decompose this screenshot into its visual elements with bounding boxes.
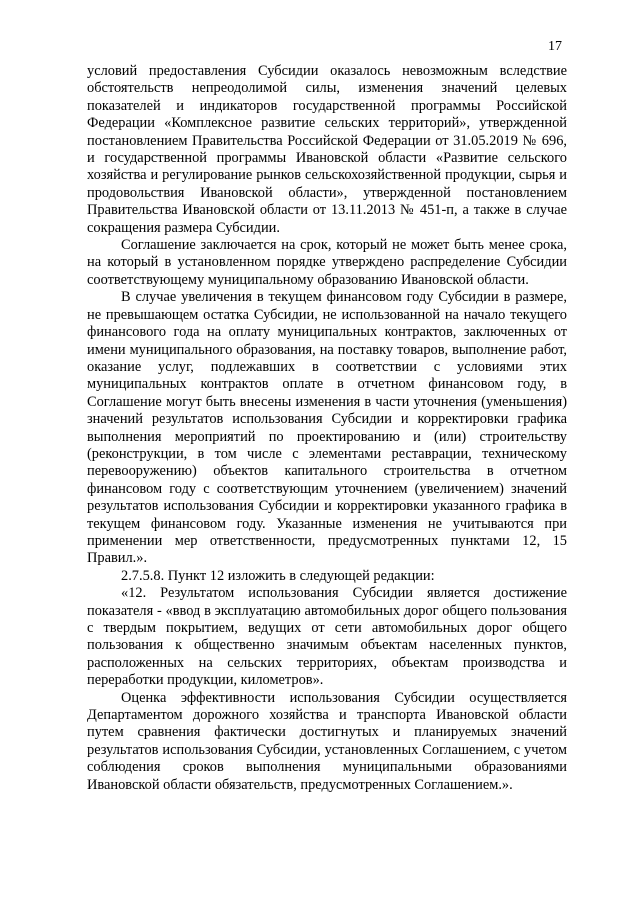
paragraph-clause-12: «12. Результатом использования Субсидии является достижение показателя - «ввод в эксплуатацию автомобильных дорог общего пользования с твердым покрытием, ведущих от сети автомобильных дорог общего пользования к общественно значимым объектам населенных пунктов, расположенных на сельских территориях, объектам производства и переработки продукции, километров». (87, 585, 567, 689)
paragraph-efficiency-evaluation: Оценка эффективности использования Субсидии осуществляется Департаментом дорожного хозяйства и транспорта Ивановской области путем сравнения фактически достигнутых и планируемых значений результатов использования Субсидии, установленных Соглашением, с учетом соблюдения сроков выполнения муниципальными образованиями Ивановской области обязательств, предусмотренных Соглашением.». (87, 689, 567, 793)
paragraph-continuation: условий предоставления Субсидии оказалось невозможным вследствие обстоятельств непреодолимой силы, изменения значений целевых показателей и индикаторов государственной программы Российской Федерации «Комплексное развитие сельских территорий», утвержденной постановлением Правительства Российской Федерации от 31.05.2019 № 696, и государственной программы Ивановской области «Развитие сельского хозяйства и регулирование рынков сельскохозяйственной продукции, сырья и продовольствия Ивановской области», утвержденной постановлением Правительства Ивановской области от 13.11.2013 № 451-п, а также в случае сокращения размера Субсидии. (87, 63, 567, 236)
document-body (87, 63, 567, 794)
page-number: 17 (548, 39, 562, 54)
paragraph-agreement-term: Соглашение заключается на срок, который не может быть менее срока, на который в установленном порядке утверждено распределение Субсидии соответствующему муниципальному образованию Ивановской области. (87, 237, 567, 288)
paragraph-clause-2-7-5-8: 2.7.5.8. Пункт 12 изложить в следующей редакции: (121, 567, 435, 584)
paragraph-subsidy-increase: В случае увеличения в текущем финансовом году Субсидии в размере, не превышающем остатка Субсидии, не использованной на начало текущего финансового года на оплату муниципальных контрактов, заключенных от имени муниципального образования, на поставку товаров, выполнение работ, оказание услуг, подлежавших в соответствии с условиями этих муниципальных контрактов оплате в отчетном финансовом году, в Соглашение могут быть внесены изменения в части уточнения (уменьшения) значений результатов использования Субсидии и корректировки графика выполнения мероприятий по проектированию и (или) строительству (реконструкции, в том числе с элементами реставрации, техническому перевооружению) объектов капитального строительства в отчетном финансовом году с соответствующим уточнением (увеличением) значений результатов использования Субсидии и корректировки указанного графика в текущем финансовом году. Указанные изменения не учитываются при применении мер ответственности, предусмотренных пунктами 12, 15 Правил.». (87, 289, 567, 567)
